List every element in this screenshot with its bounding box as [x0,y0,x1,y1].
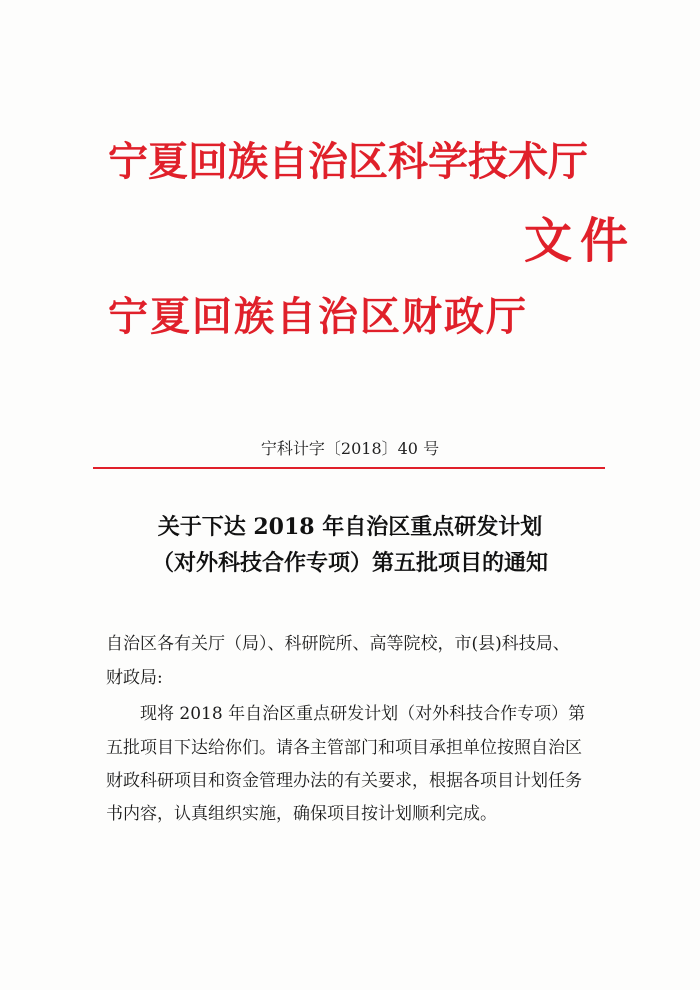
issuer-name-science-dept: 宁夏回族自治区科学技术厅 [108,139,588,185]
body-line: 自治区各有关厅（局）、科研院所、高等院校，市(县)科技局、 [106,634,570,654]
document-number: 宁科计字〔2018〕40 号 [260,439,440,458]
body-line: 书内容，认真组织实施，确保项目按计划顺利完成。 [106,804,497,824]
body-line: 现将 2018 年自治区重点研发计划（对外科技合作专项）第 [140,704,586,724]
body-line: 财政局: [106,668,163,688]
notice-title-line-1: 关于下达 2018 年自治区重点研发计划 [157,514,543,540]
document-type-label: 文件 [524,213,637,269]
notice-title-line-2: （对外科技合作专项）第五批项目的通知 [151,550,548,576]
issuer-name-finance-dept: 宁夏回族自治区财政厅 [108,294,528,340]
red-divider-line [93,467,605,469]
body-line: 五批项目下达给你们。请各主管部门和项目承担单位按照自治区 [106,738,582,758]
body-line: 财政科研项目和资金管理办法的有关要求，根据各项目计划任务 [106,771,582,791]
